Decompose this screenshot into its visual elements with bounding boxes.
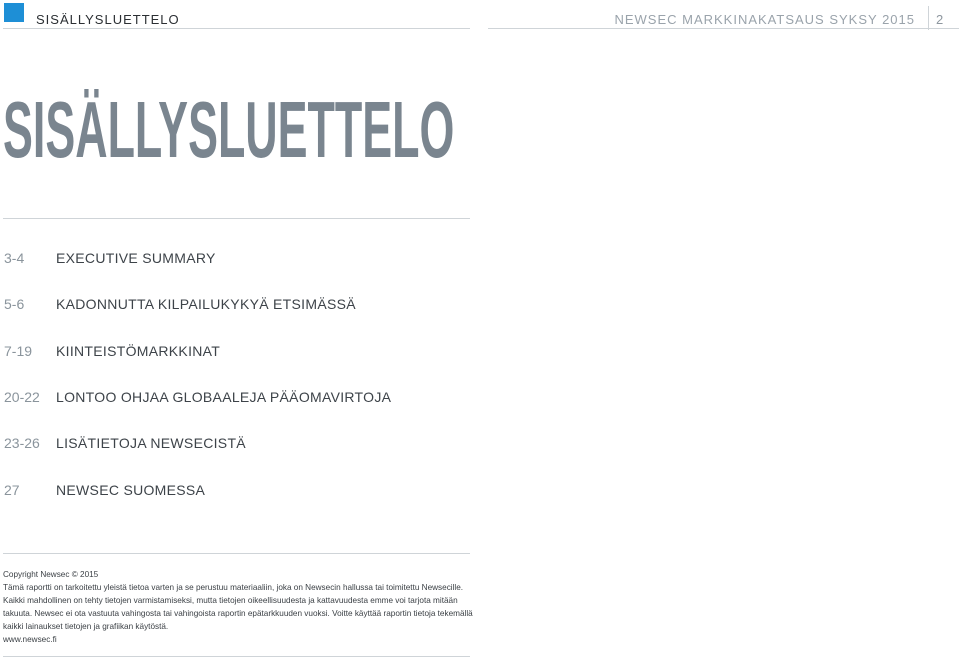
header-section-title: SISÄLLYSLUETTELO (36, 12, 180, 27)
toc-entry[interactable] (0, 343, 470, 367)
header-rule-right (488, 28, 959, 29)
page-title: SISÄLLYSLUETTELO (3, 85, 455, 174)
toc-label: EXECUTIVE SUMMARY (56, 250, 216, 266)
toc-label: LISÄTIETOJA NEWSECISTÄ (56, 435, 246, 451)
toc-pages: 5-6 (4, 296, 25, 312)
toc-entry[interactable] (0, 435, 470, 459)
page-number: 2 (936, 12, 944, 27)
toc-label: KADONNUTTA KILPAILUKYKYÄ ETSIMÄSSÄ (56, 296, 356, 312)
footer-website-link[interactable]: www.newsec.fi (3, 635, 57, 644)
toc-entry[interactable] (0, 250, 470, 274)
footer-disclaimer (3, 568, 475, 646)
footer-copyright: Copyright Newsec © 2015 (3, 570, 99, 579)
toc-entry[interactable] (0, 482, 470, 506)
toc-pages: 20-22 (4, 389, 40, 405)
title-rule (3, 218, 470, 219)
header-publication-title: NEWSEC MARKKINAKATSAUS SYKSY 2015 (614, 12, 915, 27)
header-divider (928, 6, 929, 30)
toc-pages: 7-19 (4, 343, 33, 359)
toc-entry[interactable] (0, 296, 470, 320)
toc-entry[interactable] (0, 389, 470, 413)
footer-disclaimer-text: Tämä raportti on tarkoitettu yleistä tietoa varten ja se perustuu materiaaliin, joka on Newsecin hallussa tai toimitettu Newsecille. Kaikki mahdollinen on tehty tietojen varmistamiseksi, mutta tietojen oikeellisuudesta ja kattavuudesta emme voi tarjota mitään takuuta. Newsec ei ota vastuuta vahingosta tai vahingoista raportin epätarkkuuden vuoksi. Voitte käyttää raportin tietoja tekemällä kaikki lainaukset tietojen ja grafiikan käytöstä. (3, 583, 473, 631)
toc-label: NEWSEC SUOMESSA (56, 482, 206, 498)
toc-label: LONTOO OHJAA GLOBAALEJA PÄÄOMAVIRTOJA (56, 389, 392, 405)
toc-pages: 27 (4, 482, 20, 498)
accent-square (4, 3, 24, 22)
toc-pages: 3-4 (4, 250, 25, 266)
footer-rule-top (3, 553, 470, 554)
header-rule-left (3, 28, 470, 29)
footer-rule-bottom (3, 656, 470, 657)
toc-pages: 23-26 (4, 435, 40, 451)
toc-label: KIINTEISTÖMARKKINAT (56, 343, 221, 359)
